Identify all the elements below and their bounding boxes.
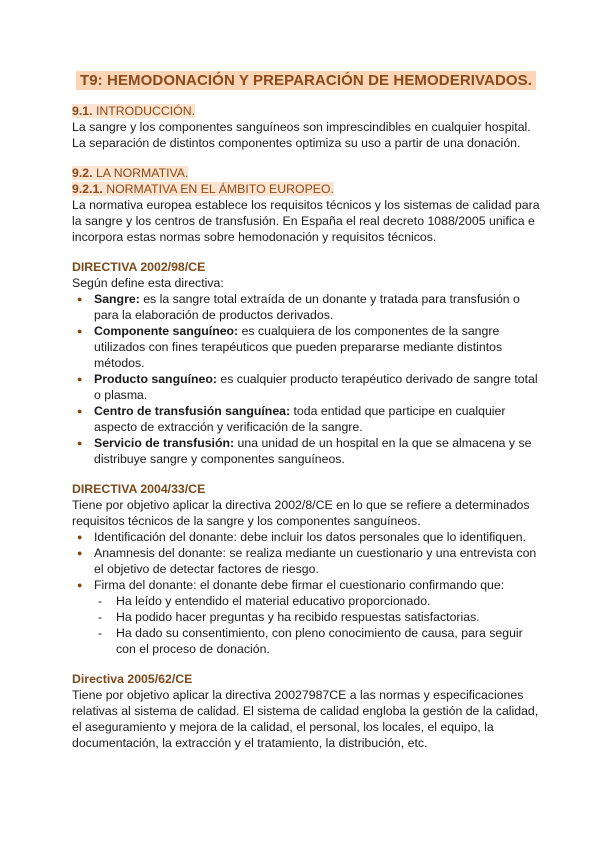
- list-item: ● Identificación del donante: debe incluir los datos personales que lo identifiquen.: [72, 529, 540, 545]
- directive-2004-heading: DIRECTIVA 2004/33/CE: [72, 482, 206, 496]
- directive-2004-items: [72, 529, 540, 593]
- section-label: INTRODUCCIÓN.: [95, 104, 195, 118]
- list-item: - Ha dado su consentimiento, con pleno conocimiento de causa, para seguir con el proceso de donación.: [72, 625, 540, 657]
- directive-2002-heading: DIRECTIVA 2002/98/CE: [72, 260, 206, 274]
- list-item: ● Centro de transfusión sanguínea: toda entidad que participe en cualquier aspecto de extracción y verificación de la sangre.: [72, 403, 540, 435]
- document-page: [72, 72, 540, 751]
- list-item: ● Firma del donante: el donante debe firmar el cuestionario confirmando que:: [72, 577, 540, 593]
- list-item: ● Anamnesis del donante: se realiza mediante un cuestionario y una entrevista con el objetivo de detectar factores de riesgo.: [72, 545, 540, 577]
- directive-2002-definitions: [72, 291, 540, 467]
- section-label: LA NORMATIVA.: [95, 166, 189, 180]
- section-9-2-heading: [72, 165, 540, 181]
- list-item: ● Componente sanguíneo: es cualquiera de los componentes de la sangre utilizados con fines terapéuticos que pueden prepararse mediante distintos métodos.: [72, 323, 540, 371]
- section-number: 9.2.: [72, 166, 93, 180]
- section-9-1-heading: [72, 103, 540, 119]
- list-item: - Ha leído y entendido el material educativo proporcionado.: [72, 593, 540, 609]
- directive-2005-paragraph: Tiene por objetivo aplicar la directiva 20027987CE a las normas y especificaciones relativas al sistema de calidad. El sistema de calidad engloba la gestión de la calidad, el aseguramiento y mejora de la calidad, el personal, los locales, el equipo, la documentación, la extracción y el tratamiento, la distribución, etc.: [72, 688, 539, 750]
- list-item: ● Producto sanguíneo: es cualquier producto terapéutico derivado de sangre total o plasma.: [72, 371, 540, 403]
- intro-line-2: La separación de distintos componentes optimiza su uso a partir de una donación.: [72, 136, 521, 150]
- page-title-text: T9: HEMODONACIÓN Y PREPARACIÓN DE HEMODERIVADOS.: [76, 71, 536, 90]
- directive-2004-subitems: [72, 593, 540, 657]
- section-number: 9.1.: [72, 104, 93, 118]
- section-label: NORMATIVA EN EL ÁMBITO EUROPEO.: [106, 182, 334, 196]
- intro-line-1: La sangre y los componentes sanguíneos son imprescindibles en cualquier hospital.: [72, 120, 531, 134]
- page-title: [72, 72, 540, 89]
- directive-2004-intro: Tiene por objetivo aplicar la directiva 2002/8/CE en lo que se refiere a determinados requisitos técnicos de la sangre y los componentes sanguíneos.: [72, 498, 530, 528]
- normativa-paragraph: La normativa europea establece los requisitos técnicos y los sistemas de calidad para la sangre y los centros de transfusión. En España el real decreto 1088/2005 unifica e incorpora estas normas sobre hemodonación y requisitos técnicos.: [72, 198, 540, 244]
- list-item: - Ha podido hacer preguntas y ha recibido respuestas satisfactorias.: [72, 609, 540, 625]
- section-number: 9.2.1.: [72, 182, 103, 196]
- section-9-2-1-heading: [72, 181, 540, 197]
- directive-2002-intro: Según define esta directiva:: [72, 276, 224, 290]
- list-item: ● Servicio de transfusión: una unidad de un hospital en la que se almacena y se distribuye sangre y componentes sanguíneos.: [72, 435, 540, 467]
- list-item: ● Sangre: es la sangre total extraída de un donante y tratada para transfusión o para la elaboración de productos derivados.: [72, 291, 540, 323]
- directive-2005-heading: Directiva 2005/62/CE: [72, 672, 193, 686]
